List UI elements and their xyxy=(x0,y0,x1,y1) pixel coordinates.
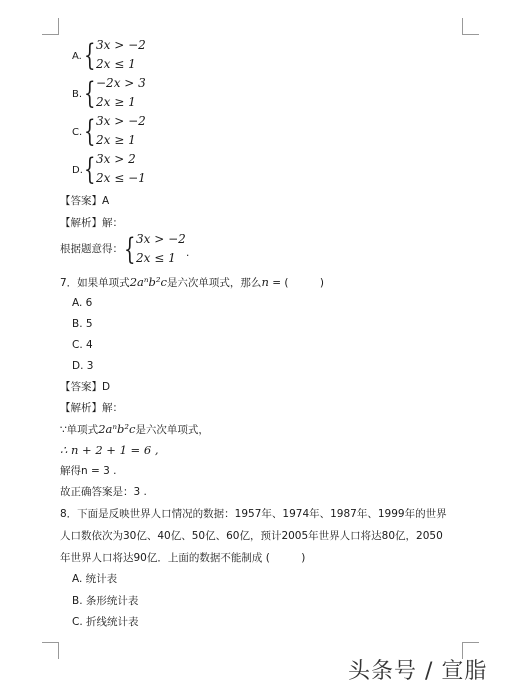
q8-option-c: C. 折线统计表 xyxy=(72,616,139,628)
q7-step1-suffix: 是六次单项式， xyxy=(135,424,209,436)
system-row-1: 3x > −2 xyxy=(136,232,186,246)
q7-option-b: B. 5 xyxy=(72,318,93,330)
q7-step-4: 故正确答案是：3 . xyxy=(60,486,147,498)
crop-mark-top-right xyxy=(462,18,479,35)
option-label: C. xyxy=(72,127,83,138)
q6-analysis: 【解析】解： xyxy=(60,217,123,229)
system-row-2: 2x ≤ 1 xyxy=(96,57,136,71)
q8-option-a: A. 统计表 xyxy=(72,573,118,585)
q7-option-a: A. 6 xyxy=(72,297,93,309)
q7-analysis: 【解析】解： xyxy=(60,402,123,414)
system-row-1: 3x > −2 xyxy=(96,38,146,52)
q8-line-2: 人口数依次为30亿、40亿、50亿、60亿，预计2005年世界人口将达80亿，2050 xyxy=(60,530,443,542)
brace-symbol: { xyxy=(124,232,136,267)
q7-answer: 【答案】D xyxy=(60,381,111,393)
q7-stem-end: = ( ) xyxy=(268,277,325,289)
q8-line-3: 年世界人口将达90亿．上面的数据不能制成 ( ) xyxy=(60,552,306,564)
brace-symbol: { xyxy=(84,114,96,149)
q7-step1-prefix: ∵单项式 xyxy=(60,424,99,436)
q6-answer: 【答案】A xyxy=(60,195,110,207)
option-label: B. xyxy=(72,89,83,100)
system-row-1: −2x > 3 xyxy=(96,76,146,90)
system-row-2: 2x ≥ 1 xyxy=(96,133,136,147)
q6-basis-prefix: 根据题意得： xyxy=(60,243,123,255)
brace-symbol: { xyxy=(84,38,96,73)
q7-stem-math2: n xyxy=(261,275,269,289)
q8-option-b: B. 条形统计表 xyxy=(72,595,139,607)
q7-step-1 xyxy=(60,422,209,437)
crop-mark-top-left xyxy=(42,18,59,35)
system-row-2: 2x ≤ 1 xyxy=(136,251,176,265)
option-label: A. xyxy=(72,51,82,62)
crop-mark-bottom-left xyxy=(42,642,59,659)
option-label: D. xyxy=(72,165,83,176)
q6-basis-suffix: . xyxy=(186,247,190,259)
q7-stem-prefix: 7．如果单项式 xyxy=(60,277,130,289)
q7-option-d: D. 3 xyxy=(72,360,94,372)
q7-step-2: ∴ n + 2 + 1 = 6 , xyxy=(60,443,159,457)
q7-stem-math: 2aⁿb²c xyxy=(129,275,167,289)
system-row-1: 3x > −2 xyxy=(96,114,146,128)
system-row-1: 3x > 2 xyxy=(96,152,136,166)
q7-step-3: 解得n = 3 . xyxy=(60,465,117,477)
q7-step1-math: 2aⁿb²c xyxy=(98,422,136,436)
q7-stem xyxy=(60,275,324,290)
q7-option-c: C. 4 xyxy=(72,339,93,351)
watermark: 头条号 / 宣脂 xyxy=(348,659,488,684)
q7-stem-mid: 是六次单项式，那么 xyxy=(166,277,262,289)
q8-line-1: 8．下面是反映世界人口情况的数据：1957年、1974年、1987年、1999年的世界 xyxy=(60,508,447,520)
brace-symbol: { xyxy=(84,152,96,187)
brace-symbol: { xyxy=(84,76,96,111)
system-row-2: 2x ≥ 1 xyxy=(96,95,136,109)
system-row-2: 2x ≤ −1 xyxy=(96,171,146,185)
